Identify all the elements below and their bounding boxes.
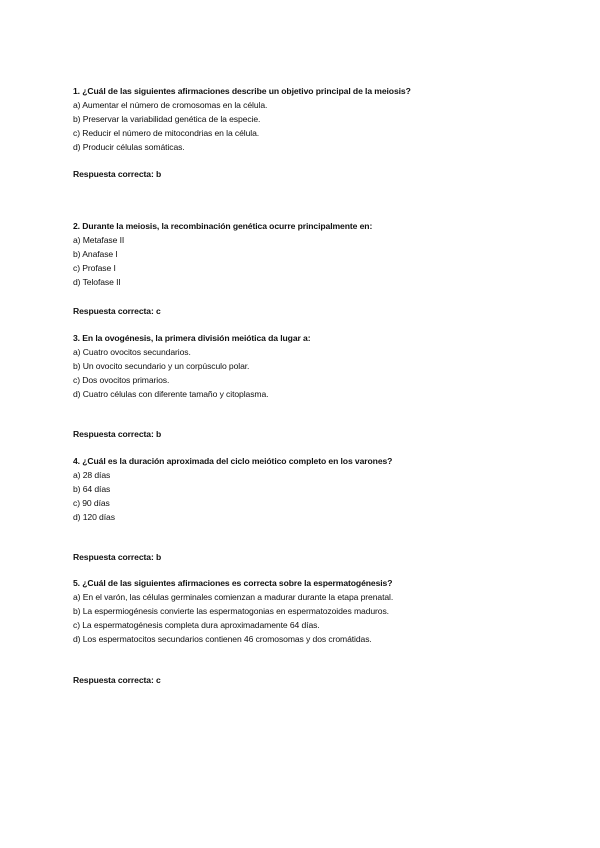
question-stem: 4. ¿Cuál es la duración aproximada del ciclo meiótico completo en los varones? [73, 456, 393, 466]
option-d: d) Telofase II [73, 277, 121, 287]
question-3 [73, 331, 573, 401]
option-b: b) La espermiogénesis convierte las espermatogonias en espermatozoides maduros. [73, 606, 389, 616]
option-b: b) Preservar la variabilidad genética de la especie. [73, 114, 261, 124]
answer-2: Respuesta correcta: c [73, 306, 161, 316]
option-a: a) Metafase II [73, 235, 125, 245]
option-a: a) En el varón, las células germinales comienzan a madurar durante la etapa prenatal. [73, 592, 394, 602]
option-c: c) Dos ovocitos primarios. [73, 375, 170, 385]
answer-3: Respuesta correcta: b [73, 429, 162, 439]
answer-4: Respuesta correcta: b [73, 552, 162, 562]
option-d: d) 120 días [73, 512, 115, 522]
option-c: c) 90 días [73, 498, 110, 508]
option-b: b) Anafase I [73, 249, 118, 259]
option-a: a) 28 días [73, 470, 111, 480]
question-stem: 5. ¿Cuál de las siguientes afirmaciones es correcta sobre la espermatogénesis? [73, 578, 393, 588]
option-b: b) Un ovocito secundario y un corpúsculo polar. [73, 361, 250, 371]
option-c: c) Profase I [73, 263, 116, 273]
option-a: a) Cuatro ovocitos secundarios. [73, 347, 191, 357]
option-a: a) Aumentar el número de cromosomas en la célula. [73, 100, 268, 110]
option-d: d) Los espermatocitos secundarios contienen 46 cromosomas y dos cromátidas. [73, 634, 372, 644]
question-1 [73, 84, 573, 154]
option-c: c) La espermatogénesis completa dura aproximadamente 64 días. [73, 620, 320, 630]
question-stem: 1. ¿Cuál de las siguientes afirmaciones describe un objetivo principal de la meiosis? [73, 86, 411, 96]
option-d: d) Cuatro células con diferente tamaño y citoplasma. [73, 389, 269, 399]
answer-1: Respuesta correcta: b [73, 169, 162, 179]
option-b: b) 64 días [73, 484, 111, 494]
question-4 [73, 454, 573, 524]
question-stem: 3. En la ovogénesis, la primera división meiótica da lugar a: [73, 333, 311, 343]
option-c: c) Reducir el número de mitocondrias en la célula. [73, 128, 260, 138]
question-2 [73, 219, 573, 289]
option-d: d) Producir células somáticas. [73, 142, 185, 152]
answer-5: Respuesta correcta: c [73, 675, 161, 685]
question-stem: 2. Durante la meiosis, la recombinación genética ocurre principalmente en: [73, 221, 373, 231]
question-5 [73, 576, 573, 646]
